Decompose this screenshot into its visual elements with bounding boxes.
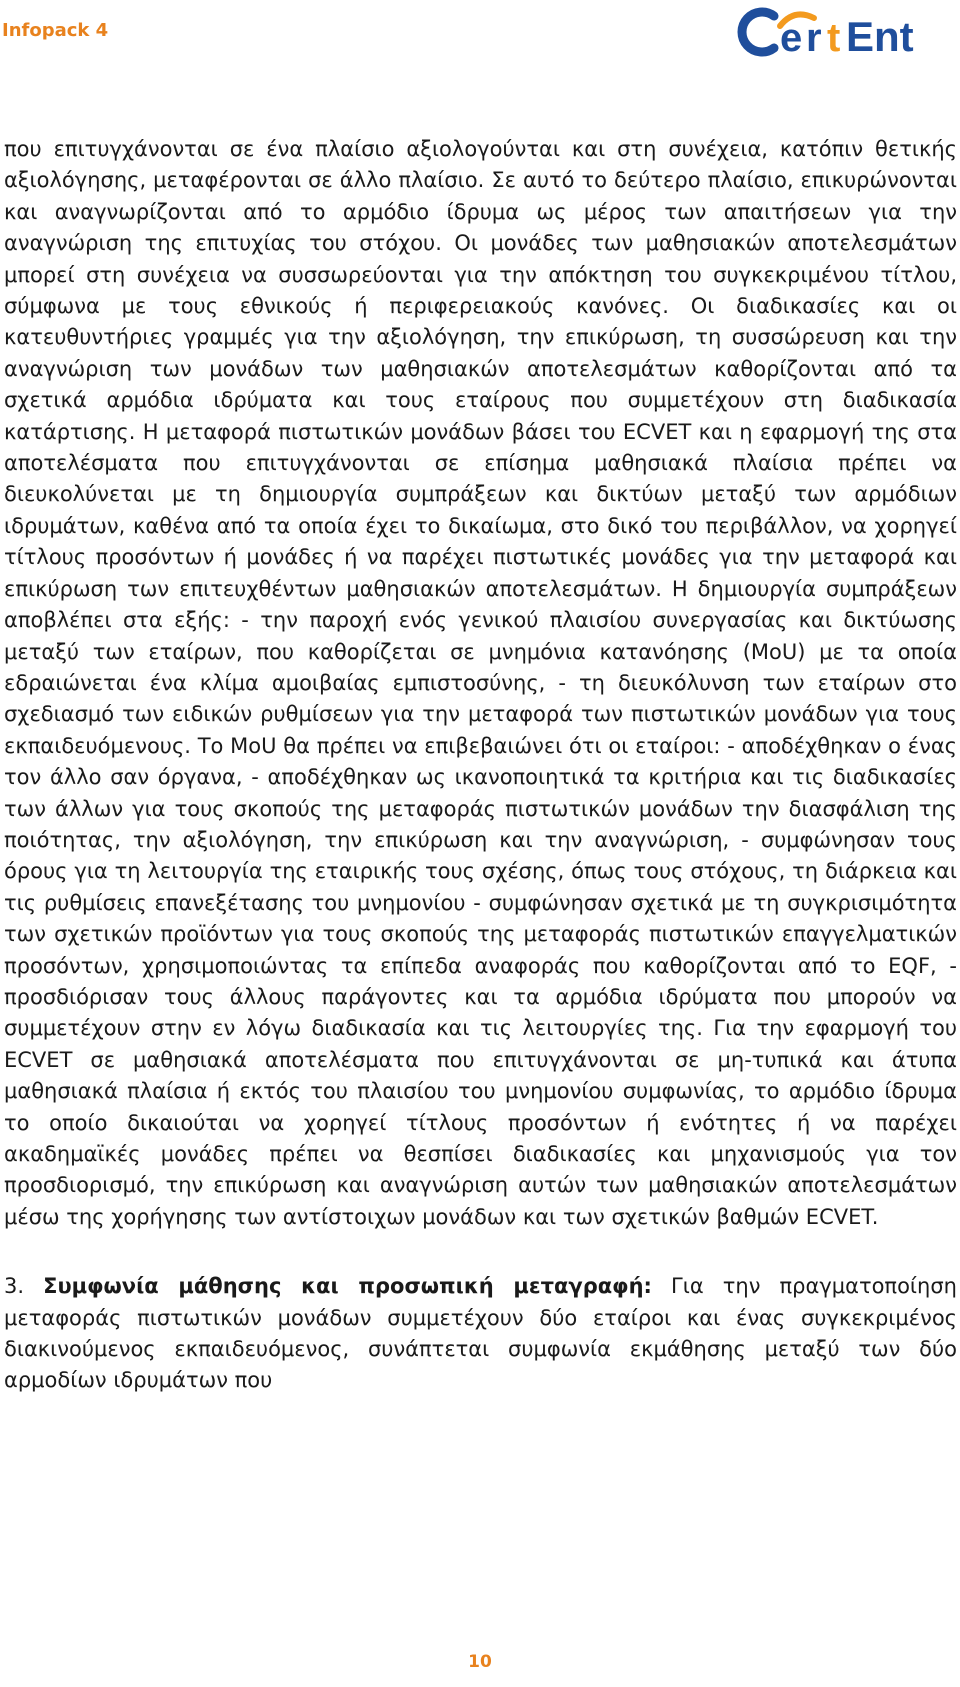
section-3-paragraph bbox=[4, 1271, 957, 1397]
page-number: 10 bbox=[468, 1652, 492, 1672]
svg-text:Ent: Ent bbox=[846, 13, 914, 60]
paragraph-gap bbox=[4, 1233, 957, 1271]
section-text: Για την πραγματοποίηση μεταφοράς πιστωτικών μονάδων συμμετέχουν δύο εταίροι και ένας συγκεκριμένος διακινούμενος εκπαιδευόμενος, συνάπτεται συμφωνία εκμάθησης μεταξύ των δύο αρμοδίων ιδρυμάτων που bbox=[4, 1274, 957, 1393]
document-body bbox=[4, 134, 957, 1397]
svg-text:r: r bbox=[806, 16, 822, 60]
svg-text:t: t bbox=[827, 16, 841, 60]
section-heading: Συμφωνία μάθησης και προσωπική μεταγραφή: bbox=[43, 1274, 652, 1299]
certent-logo bbox=[734, 4, 954, 60]
body-paragraph: που επιτυγχάνονται σε ένα πλαίσιο αξιολογούνται και στη συνέχεια, κατόπιν θετικής αξιολόγησης, μεταφέρονται σε άλλο πλαίσιο. Σε αυτό το δεύτερο πλαίσιο, επικυρώνονται και αναγνωρίζονται από το αρμόδιο ίδρυμα ως μέρος των απαιτήσεων για την αναγνώριση της επιτυχίας του στόχου. Οι μονάδες των μαθησιακών αποτελεσμάτων μπορεί στη συνέχεια να συσσωρεύονται για την απόκτηση του συγκεκριμένου τίτλου, σύμφωνα με τους εθνικούς ή περιφερειακούς κανόνες. Οι διαδικασίες και οι κατευθυντήριες γραμμές για την αξιολόγηση, την επικύρωση, τη συσσώρευση και την αναγνώριση των μονάδων των μαθησιακών αποτελεσμάτων καθορίζονται από τα σχετικά αρμόδια ιδρύματα και τους εταίρους που συμμετέχουν στη διαδικασία κατάρτισης. Η μεταφορά πιστωτικών μονάδων βάσει του ECVET και η εφαρμογή της στα αποτελέσματα που επιτυγχάνονται σε επίσημα μαθησιακά πλαίσια πρέπει να διευκολύνεται με τη δημιουργία συμπράξεων και δικτύων μεταξύ των αρμόδιων ιδρυμάτων, καθένα από τα οποία έχει το δικαίωμα, στο δικό του περιβάλλον, να χορηγεί τίτλους προσόντων ή μονάδες ή να παρέχει πιστωτικές μονάδες για την μεταφορά και επικύρωση των επιτευχθέντων μαθησιακών αποτελεσμάτων. Η δημιουργία συμπράξεων αποβλέπει στα εξής: - την παροχή ενός γενικού πλαισίου συνεργασίας και δικτύωσης μεταξύ των εταίρων, που καθορίζεται σε μνημόνια κατανόησης (MoU) με τα οποία εδραιώνεται ένα κλίμα αμοιβαίας εμπιστοσύνης, - τη διευκόλυνση των εταίρων στο σχεδιασμό των ειδικών ρυθμίσεων για την μεταφορά των πιστωτικών μονάδων για τους εκπαιδευόμενους. Το MoU θα πρέπει να επιβεβαιώνει ότι οι εταίροι: - αποδέχθηκαν ο ένας τον άλλο σαν όργανα, - αποδέχθηκαν ως ικανοποιητικά τα κριτήρια και τις διαδικασίες των άλλων για τους σκοπούς της μεταφοράς πιστωτικών μονάδων την διασφάλιση της ποιότητας, την αξιολόγηση, την επικύρωση και την αναγνώριση, - συμφώνησαν τους όρους για τη λειτουργία της εταιρικής τους σχέσης, όπως τους στόχους, τη διάρκεια και τις ρυθμίσεις επανεξέτασης του μνημονίου - συμφώνησαν σχετικά με τη συγκρισιμότητα των σχετικών προϊόντων για τους σκοπούς της μεταφοράς πιστωτικών επαγγελματικών προσόντων, χρησιμοποιώντας τα επίπεδα αναφοράς που καθορίζονται από το EQF, - προσδιόρισαν τους άλλους παράγοντες και τα αρμόδια ιδρύματα που μπορούν να συμμετέχουν στην εν λόγω διαδικασία και τις λειτουργίες της. Για την εφαρμογή του ECVET σε μαθησιακά αποτελέσματα που επιτυγχάνονται σε μη-τυπικά και άτυπα μαθησιακά πλαίσια ή εκτός του πλαισίου του μνημονίου συμφωνίας, το αρμόδιο ίδρυμα το οποίο δικαιούται να χορηγεί τίτλους προσόντων ή ενότητες ή να παρέχει ακαδημαϊκές μονάδες πρέπει να θεσπίσει διαδικασίες και μηχανισμούς για τον προσδιορισμό, την επικύρωση και αναγνώριση αυτών των μαθησιακών αποτελεσμάτων μέσω της χορήγησης των αντίστοιχων μονάδων και των σχετικών βαθμών ECVET. bbox=[4, 137, 957, 1229]
section-number: 3. bbox=[4, 1274, 25, 1299]
page-header bbox=[0, 0, 960, 70]
infopack-label: Infopack 4 bbox=[2, 20, 109, 41]
svg-text:e: e bbox=[780, 16, 803, 60]
